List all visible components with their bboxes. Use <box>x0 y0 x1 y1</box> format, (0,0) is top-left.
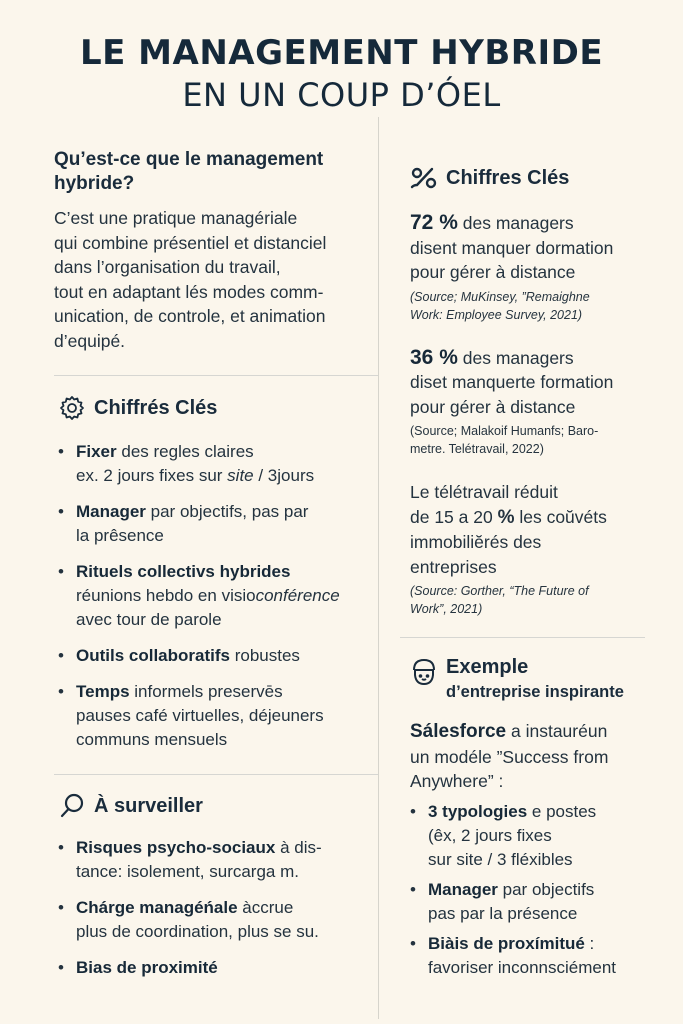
intro-line: d’equipé. <box>54 330 126 351</box>
stat-source: (Source: Gorther, “The Future of Work”, 2021) <box>410 584 589 616</box>
intro-line: qui combine présentiel et distanciel <box>54 232 327 253</box>
person-icon <box>410 657 438 687</box>
list-item: • 3 typologies e postes (êx, 2 jours fixes sur site / 3 fléxibles <box>410 800 660 872</box>
practices-heading <box>58 394 373 422</box>
watch-heading <box>58 792 373 820</box>
stat-source: (Source; MuKinsey, ”Remaighne Work: Employee Survey, 2021) <box>410 289 590 322</box>
example-heading-line-2: d’entreprise inspirante <box>446 683 624 701</box>
intro-body <box>54 206 369 353</box>
example-intro: Sálesforce a instauréun un modéle ”Success from Anywhere” : <box>410 721 609 791</box>
example-section <box>410 655 660 992</box>
example-heading <box>410 655 660 705</box>
title-line-1: LE MANAGEMENT HYBRIDE <box>79 33 604 73</box>
section-divider <box>54 774 378 775</box>
list-item: • Manager par objectifs, pas par la prêsence <box>58 500 373 548</box>
list-item: • Temps informels preservēs pauses café virtuelles, déjeuners communs mensuels <box>58 680 373 752</box>
practices-list <box>58 440 373 752</box>
figures-heading <box>410 165 660 191</box>
list-item: • Chárge managéńale àccrue plus de coordination, plus se su. <box>58 896 373 944</box>
section-divider <box>400 637 645 638</box>
list-item: • Biàis de proxímitué : favoriser inconnsciément <box>410 932 660 980</box>
intro-line: tout en adaptant lés modes comm- <box>54 281 324 302</box>
watch-section <box>58 792 373 992</box>
gear-icon <box>58 394 86 422</box>
intro-heading: Qu’est-ce que le management hybride? <box>54 149 324 194</box>
list-item: • Manager par objectifs pas par la présence <box>410 878 660 926</box>
list-item: • Rituels collectivs hybrides réunions hebdo en visioconférence avec tour de parole <box>58 560 373 632</box>
stat-block: 36 % des managers diset manquerte formation pour gérer à distance (Source; Malakoif Humanfs; Baro- metre. Telétravail, 2022) <box>410 346 660 459</box>
section-divider <box>54 375 378 376</box>
page-title <box>0 32 683 116</box>
intro-line: C’est une pratique managériale <box>54 208 298 228</box>
percent-icon <box>410 166 438 190</box>
practices-heading-text: Chiffrés Clés <box>94 397 218 419</box>
column-divider <box>378 117 379 1019</box>
stat-source: (Source; Malakoif Humanfs; Baro- metre. Telétravail, 2022) <box>410 424 599 456</box>
list-item: • Risques psycho-sociaux à dis- tance: isolement, surcarga m. <box>58 836 373 884</box>
example-heading-line-1: Exemple <box>446 656 529 678</box>
watch-list <box>58 836 373 980</box>
stat-block: Le télétravail réduit de 15 a 20 % les coŭvéts immobiliĕrés des entreprises (Source: Gorther, “The Future of Work”, 2021) <box>410 480 660 618</box>
example-list <box>410 800 660 980</box>
stat-block: 72 % des managers disent manquer dormation pour gérer à distance (Source; MuKinsey, ”Remaighne Work: Employee Survey, 2021) <box>410 211 660 324</box>
intro-line: dans l’organisation du travail, <box>54 257 281 277</box>
figures-section <box>410 165 660 618</box>
search-icon <box>58 792 86 820</box>
list-item: • Bias de proximité <box>58 956 373 980</box>
list-item: • Fixer des regles claires ex. 2 jours fixes sur site / 3jours <box>58 440 373 488</box>
intro-line: unication, de controle, et animation <box>54 306 326 326</box>
intro-section <box>54 148 369 353</box>
practices-section <box>58 394 373 764</box>
title-line-2: EN UN COUP D’ÓEL <box>182 76 501 114</box>
watch-heading-text: À surveiller <box>94 795 203 817</box>
figures-heading-text: Chiffres Clés <box>446 167 570 189</box>
list-item: • Outils collaboratifs robustes <box>58 644 373 668</box>
